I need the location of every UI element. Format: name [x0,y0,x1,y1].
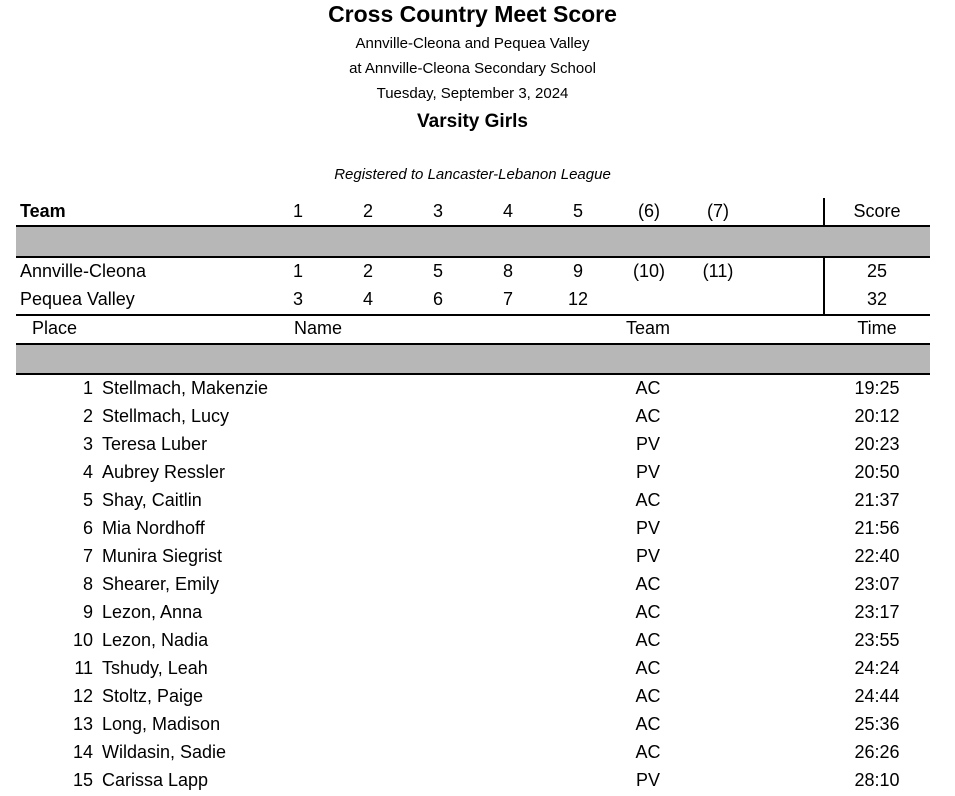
runner-team: AC [635,630,661,650]
runner-place: 3 [82,434,93,454]
runner-place: 8 [82,574,93,594]
team-place-cell: 2 [362,261,373,281]
runner-place: 1 [82,378,93,398]
runner-team: AC [635,686,661,706]
runner-name: Long, Madison [102,714,221,734]
divider-line [16,256,930,258]
runner-time: 28:10 [854,770,900,790]
team-score: 25 [866,261,888,281]
runner-place: 6 [82,518,93,538]
registered-league: Registered to Lancaster-Lebanon League [334,166,611,183]
division-title: Varsity Girls [417,111,528,132]
runner-team: AC [635,658,661,678]
team-place-cell: 8 [502,261,513,281]
runner-name: Munira Siegrist [102,546,223,566]
runner-team: PV [635,518,660,538]
runner-name: Aubrey Ressler [102,462,226,482]
runner-name: Carissa Lapp [102,770,209,790]
divider-line [16,373,930,375]
team-score: 32 [866,289,888,309]
runner-place: 4 [82,462,93,482]
place-column-header: 2 [362,201,373,221]
header-shade-bar [16,345,930,373]
runner-place: 5 [82,490,93,510]
runner-name: Wildasin, Sadie [102,742,227,762]
runner-name: Shearer, Emily [102,574,220,594]
team-place-cell: 3 [292,289,303,309]
place-column-header: 5 [572,201,583,221]
team-place-cell: (11) [702,261,734,281]
runner-time: 24:24 [854,658,900,678]
runner-time: 26:26 [854,742,900,762]
team-place-cell: 1 [292,261,303,281]
runner-place: 12 [72,686,93,706]
runner-time: 19:25 [854,378,900,398]
runner-team: PV [635,770,660,790]
team-place-cell: 5 [432,261,443,281]
runner-name: Stoltz, Paige [102,686,204,706]
team-place-cell: 4 [362,289,373,309]
runner-time: 20:12 [854,406,900,426]
header-shade-bar [16,227,930,256]
runner-time: 25:36 [854,714,900,734]
time-header: Time [857,318,897,338]
runner-place: 11 [74,658,93,678]
runner-team: AC [635,574,661,594]
place-column-header: 4 [502,201,513,221]
team-place-cell: (10) [632,261,665,281]
runner-place: 15 [72,770,93,790]
runner-name: Stellmach, Lucy [102,406,230,426]
runner-team: AC [635,490,661,510]
runner-time: 20:50 [854,462,900,482]
runner-time: 23:07 [854,574,900,594]
name-header: Name [294,318,343,338]
runner-time: 23:17 [854,602,900,622]
runner-team: AC [635,602,661,622]
score-header: Score [853,201,901,221]
runner-time: 21:37 [854,490,900,510]
runner-name: Teresa Luber [102,434,208,454]
team-col-header: Team [625,318,670,338]
runner-time: 24:44 [854,686,900,706]
runner-place: 10 [72,630,93,650]
runner-team: PV [635,462,660,482]
runner-place: 14 [72,742,93,762]
runner-place: 2 [82,406,93,426]
divider-line [16,314,930,316]
runner-team: AC [635,378,661,398]
team-place-cell: 7 [502,289,513,309]
team-place-cell: 6 [432,289,443,309]
runner-name: Mia Nordhoff [102,518,205,538]
runner-team: AC [635,742,661,762]
place-column-header: 3 [432,201,443,221]
team-name: Annville-Cleona [20,261,147,281]
place-column-header: 1 [292,201,303,221]
runner-name: Lezon, Anna [102,602,203,622]
runner-time: 23:55 [854,630,900,650]
page-title: Cross Country Meet Score [328,1,617,27]
place-column-header: (7) [707,201,729,221]
team-header: Team [20,201,66,221]
team-name: Pequea Valley [20,289,135,309]
place-header: Place [32,318,78,338]
runner-place: 7 [82,546,93,566]
runner-time: 22:40 [854,546,900,566]
runner-place: 9 [82,602,93,622]
meet-teams: Annville-Cleona and Pequea Valley [355,35,590,52]
meet-venue: at Annville-Cleona Secondary School [349,60,596,77]
team-place-cell: 12 [567,289,589,309]
runner-team: AC [635,406,661,426]
meet-date: Tuesday, September 3, 2024 [376,85,569,102]
runner-time: 21:56 [854,518,900,538]
runner-name: Lezon, Nadia [102,630,209,650]
runner-time: 20:23 [854,434,900,454]
runner-name: Stellmach, Makenzie [102,378,269,398]
runner-team: PV [635,546,660,566]
runner-name: Shay, Caitlin [102,490,202,510]
runner-team: PV [635,434,660,454]
place-column-header: (6) [638,201,660,221]
team-place-cell: 9 [572,261,583,281]
runner-name: Tshudy, Leah [102,658,208,678]
runner-place: 13 [72,714,93,734]
runner-team: AC [635,714,661,734]
